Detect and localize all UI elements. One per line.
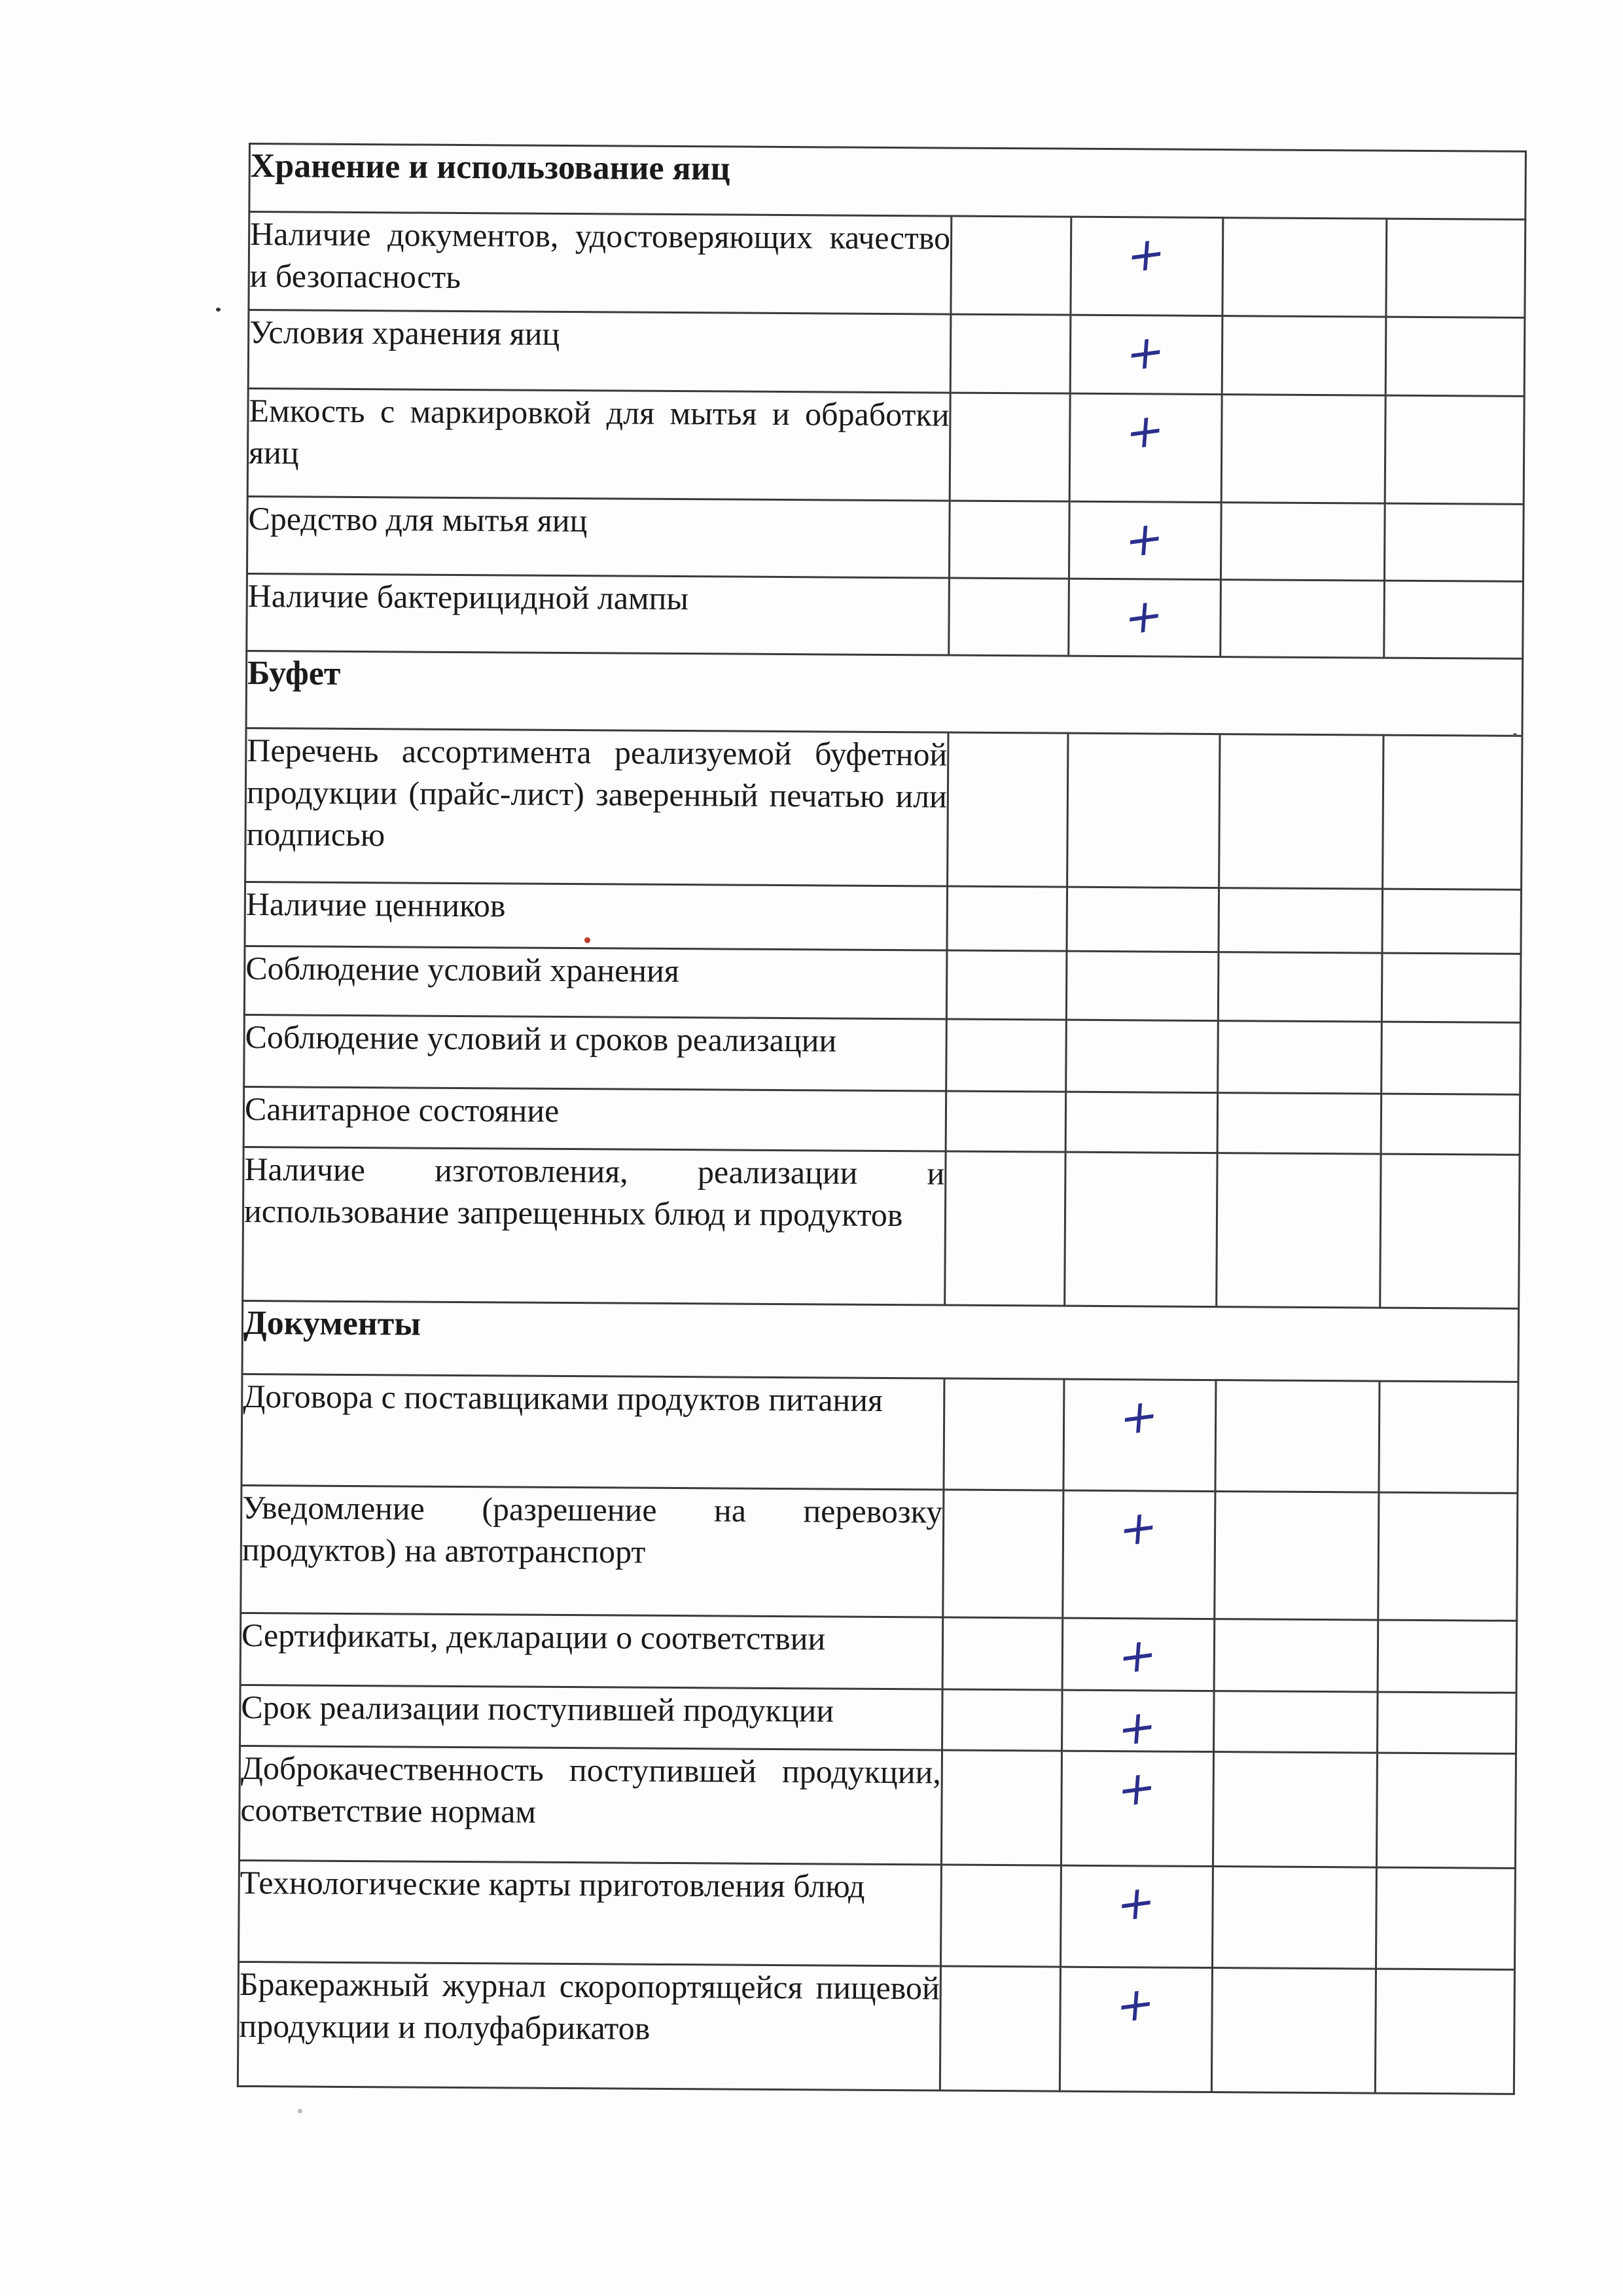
empty-cell xyxy=(1213,1752,1377,1868)
empty-cell xyxy=(1221,395,1385,504)
empty-cell xyxy=(1221,580,1385,658)
empty-cell xyxy=(942,1617,1063,1690)
empty-cell xyxy=(1211,1968,1376,2094)
empty-cell xyxy=(1218,952,1382,1022)
criterion-label: Технологические карты приготовления блюд xyxy=(239,1860,942,1966)
checklist-row xyxy=(241,1374,1518,1493)
empty-cell xyxy=(1376,1867,1515,1969)
empty-cell xyxy=(944,1378,1064,1490)
handwritten-plus-mark: + xyxy=(1115,1873,1158,1933)
handwritten-plus-mark: + xyxy=(1125,224,1168,285)
checklist-row xyxy=(243,1086,1520,1155)
empty-cell xyxy=(940,1966,1060,2091)
checklist-row xyxy=(238,1962,1514,2094)
handwritten-plus-mark: + xyxy=(1124,401,1167,461)
checklist-row xyxy=(247,573,1524,658)
empty-cell xyxy=(1376,1753,1516,1868)
empty-cell xyxy=(942,1689,1063,1751)
empty-cell xyxy=(1215,1380,1380,1493)
empty-cell xyxy=(950,393,1070,501)
scan-speck xyxy=(298,2109,302,2113)
empty-cell xyxy=(949,578,1069,656)
checklist-row xyxy=(247,389,1524,505)
empty-cell xyxy=(945,1151,1065,1306)
empty-cell xyxy=(1218,1021,1382,1094)
criterion-label: Перечень ассортимента реализуемой буфетной продукции (прайс-лист) заверенный печатью или подписью xyxy=(245,728,948,886)
empty-cell xyxy=(1378,1692,1517,1753)
empty-cell xyxy=(1378,1492,1518,1621)
mark-cell xyxy=(1063,1379,1216,1491)
checklist-row xyxy=(240,1685,1517,1753)
empty-cell xyxy=(1385,317,1525,396)
empty-cell xyxy=(1378,1620,1517,1693)
checklist-row xyxy=(247,496,1524,581)
handwritten-plus-mark: + xyxy=(1116,1758,1158,1819)
mark-cell xyxy=(1062,1618,1215,1691)
empty-cell xyxy=(1384,503,1524,581)
empty-cell xyxy=(1382,889,1522,954)
empty-cell xyxy=(1380,1154,1520,1308)
empty-cell xyxy=(1384,581,1524,658)
checklist-row xyxy=(241,1485,1518,1621)
section-header-row xyxy=(242,1300,1519,1382)
handwritten-plus-mark: + xyxy=(1118,1386,1161,1447)
criterion-label: Емкость с маркировкой для мытья и обработки яиц xyxy=(247,389,950,501)
mark-cell xyxy=(1069,501,1221,579)
inspection-checklist-table xyxy=(237,143,1527,2095)
checklist-row xyxy=(249,212,1525,318)
empty-cell xyxy=(1214,1691,1378,1753)
mark-cell xyxy=(1060,1967,1212,2092)
checklist-row xyxy=(244,946,1521,1022)
mark-cell xyxy=(1062,1690,1215,1758)
empty-cell xyxy=(1222,316,1386,396)
mark-cell xyxy=(1067,887,1219,952)
section-header-row xyxy=(246,651,1523,736)
empty-cell xyxy=(1219,888,1383,954)
criterion-label: Бракеражный журнал скоропортящейся пищевой продукции и полуфабрикатов xyxy=(238,1962,940,2090)
handwritten-plus-mark xyxy=(1143,888,1144,901)
handwritten-plus-mark xyxy=(1141,1021,1143,1034)
mark-cell xyxy=(1061,1751,1213,1866)
criterion-label: Условия хранения яиц xyxy=(248,310,951,393)
empty-cell xyxy=(1221,503,1385,581)
scan-speck xyxy=(1513,733,1517,737)
handwritten-plus-mark: + xyxy=(1117,1498,1160,1558)
mark-cell xyxy=(1063,1490,1215,1619)
checklist-row xyxy=(245,882,1522,954)
empty-cell xyxy=(941,1750,1061,1865)
empty-cell xyxy=(946,950,1067,1020)
empty-cell xyxy=(1383,735,1522,889)
criterion-label: Соблюдение условий и сроков реализации xyxy=(244,1014,947,1091)
mark-cell xyxy=(1065,1152,1217,1306)
handwritten-plus-mark xyxy=(1141,1093,1143,1106)
handwritten-plus-mark xyxy=(1142,952,1143,965)
section-header-row xyxy=(249,144,1526,220)
mark-cell xyxy=(1070,315,1222,394)
handwritten-plus-mark xyxy=(1143,734,1145,747)
handwritten-plus-mark: + xyxy=(1116,1697,1159,1758)
empty-cell xyxy=(951,216,1071,315)
section-title: Документы xyxy=(242,1300,1519,1382)
mark-cell xyxy=(1060,1865,1213,1967)
empty-cell xyxy=(943,1490,1063,1618)
empty-cell xyxy=(1385,395,1524,504)
criterion-label: Доброкачественность поступившей продукции, соответствие нормам xyxy=(239,1746,942,1865)
empty-cell xyxy=(1217,1093,1382,1155)
empty-cell xyxy=(941,1865,1061,1967)
empty-cell xyxy=(946,1091,1066,1152)
criterion-label: Наличие изготовления, реализации и использование запрещенных блюд и продуктов xyxy=(243,1147,946,1305)
checklist-row xyxy=(239,1860,1516,1969)
empty-cell xyxy=(946,1019,1067,1092)
scan-speck xyxy=(216,308,221,312)
section-title: Буфет xyxy=(246,651,1523,736)
mark-cell xyxy=(1066,1020,1219,1092)
criterion-label: Наличие ценников xyxy=(245,882,948,950)
empty-cell xyxy=(1212,1867,1376,1969)
criterion-label: Наличие документов, удостоверяющих качество и безопасность xyxy=(249,212,952,315)
empty-cell xyxy=(949,501,1069,579)
empty-cell xyxy=(948,732,1068,887)
empty-cell xyxy=(947,886,1067,951)
empty-cell xyxy=(1215,1492,1379,1621)
checklist-row xyxy=(243,1147,1520,1308)
empty-cell xyxy=(1386,219,1525,317)
handwritten-plus-mark: + xyxy=(1116,1625,1159,1686)
checklist-row xyxy=(240,1613,1517,1693)
empty-cell xyxy=(1375,1969,1514,2094)
empty-cell xyxy=(1379,1381,1518,1493)
empty-cell xyxy=(1382,1022,1521,1094)
criterion-label: Уведомление (разрешение на перевозку продуктов) на автотранспорт xyxy=(241,1485,944,1617)
criterion-label: Соблюдение условий хранения xyxy=(244,946,947,1019)
empty-cell xyxy=(1222,218,1387,317)
mark-cell xyxy=(1069,579,1221,656)
empty-cell xyxy=(1381,1094,1520,1155)
section-title: Хранение и использование яиц xyxy=(249,144,1526,220)
criterion-label: Наличие бактерицидной лампы xyxy=(247,573,950,655)
empty-cell xyxy=(1214,1619,1378,1693)
scan-speck xyxy=(584,937,590,943)
criterion-label: Сертификаты, декларации о соответствии xyxy=(240,1613,943,1689)
handwritten-plus-mark: + xyxy=(1115,1974,1157,2035)
mark-cell xyxy=(1065,1092,1218,1153)
handwritten-plus-mark: + xyxy=(1123,586,1166,647)
mark-cell xyxy=(1067,733,1220,888)
checklist-row xyxy=(244,1014,1521,1094)
handwritten-plus-mark: + xyxy=(1123,509,1166,569)
empty-cell xyxy=(1382,953,1521,1022)
criterion-label: Срок реализации поступившей продукции xyxy=(240,1685,943,1750)
mark-cell xyxy=(1069,393,1222,502)
empty-cell xyxy=(1219,734,1383,889)
criterion-label: Договора с поставщиками продуктов питания xyxy=(241,1374,944,1490)
empty-cell xyxy=(950,314,1071,393)
checklist-row xyxy=(245,728,1522,889)
criterion-label: Санитарное состояние xyxy=(243,1086,946,1151)
handwritten-plus-mark xyxy=(1141,1153,1142,1166)
mark-cell xyxy=(1066,951,1219,1020)
criterion-label: Средство для мытья яиц xyxy=(247,496,950,578)
checklist-row xyxy=(239,1746,1516,1868)
handwritten-plus-mark: + xyxy=(1124,322,1168,383)
checklist-row xyxy=(248,310,1525,397)
empty-cell xyxy=(1217,1153,1381,1308)
mark-cell xyxy=(1071,217,1223,315)
